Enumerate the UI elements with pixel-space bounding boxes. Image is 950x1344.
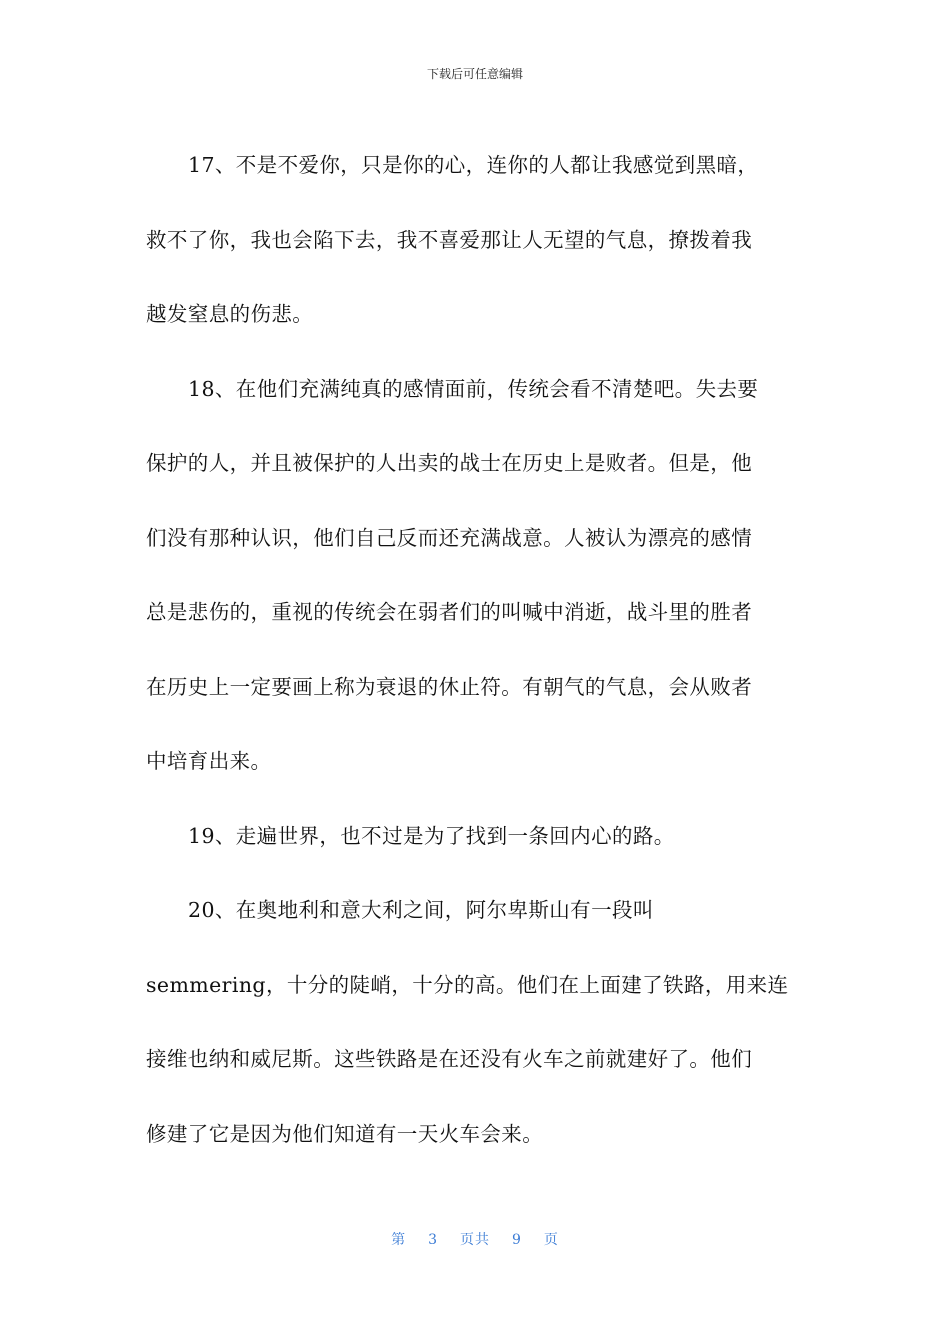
paragraph-line: 们没有那种认识，他们自己反而还充满战意。人被认为漂亮的感情: [146, 525, 753, 550]
document-body: [146, 128, 806, 1171]
footer-total-pages: 9: [512, 1232, 522, 1248]
paragraph-18: [146, 352, 806, 799]
paragraph-20: [146, 873, 806, 1171]
paragraph-line: 在历史上一定要画上称为衰退的休止符。有朝气的气息，会从败者: [146, 674, 753, 699]
paragraph-line: 19、走遍世界，也不过是为了找到一条回内心的路。: [188, 823, 675, 848]
paragraph-line: 20、在奥地利和意大利之间，阿尔卑斯山有一段叫: [188, 898, 654, 922]
paragraph-line: 保护的人，并且被保护的人出卖的战士在历史上是败者。但是，他: [146, 451, 753, 475]
paragraph-19: [146, 799, 806, 874]
paragraph-line: 越发窒息的伤悲。: [146, 302, 314, 326]
paragraph-line: 救不了你，我也会陷下去，我不喜爱那让人无望的气息，撩拨着我: [146, 227, 753, 252]
footer-label-total: 页共: [460, 1232, 490, 1248]
paragraph-line: 18、在他们充满纯真的感情面前，传统会看不清楚吧。失去要: [188, 376, 759, 401]
paragraph-line: 接维也纳和威尼斯。这些铁路是在还没有火车之前就建好了。他们: [146, 1047, 753, 1071]
paragraph-line: 17、不是不爱你，只是你的心，连你的人都让我感觉到黑暗，: [188, 153, 759, 177]
paragraph-line: 修建了它是因为他们知道有一天火车会来。: [146, 1121, 544, 1146]
paragraph-17: [146, 128, 806, 352]
paragraph-line: semmering，十分的陡峭，十分的高。他们在上面建了铁路，用来连: [146, 972, 789, 997]
footer-label-end: 页: [543, 1232, 559, 1248]
paragraph-line: 总是悲伤的，重视的传统会在弱者们的叫喊中消逝，战斗里的胜者: [146, 600, 753, 624]
page-header: 下载后可任意编辑: [426, 67, 523, 81]
footer-current-page: 3: [428, 1232, 438, 1248]
page-footer: [0, 1230, 950, 1250]
footer-label-page: 第: [391, 1232, 407, 1248]
paragraph-line: 中培育出来。: [146, 749, 272, 773]
